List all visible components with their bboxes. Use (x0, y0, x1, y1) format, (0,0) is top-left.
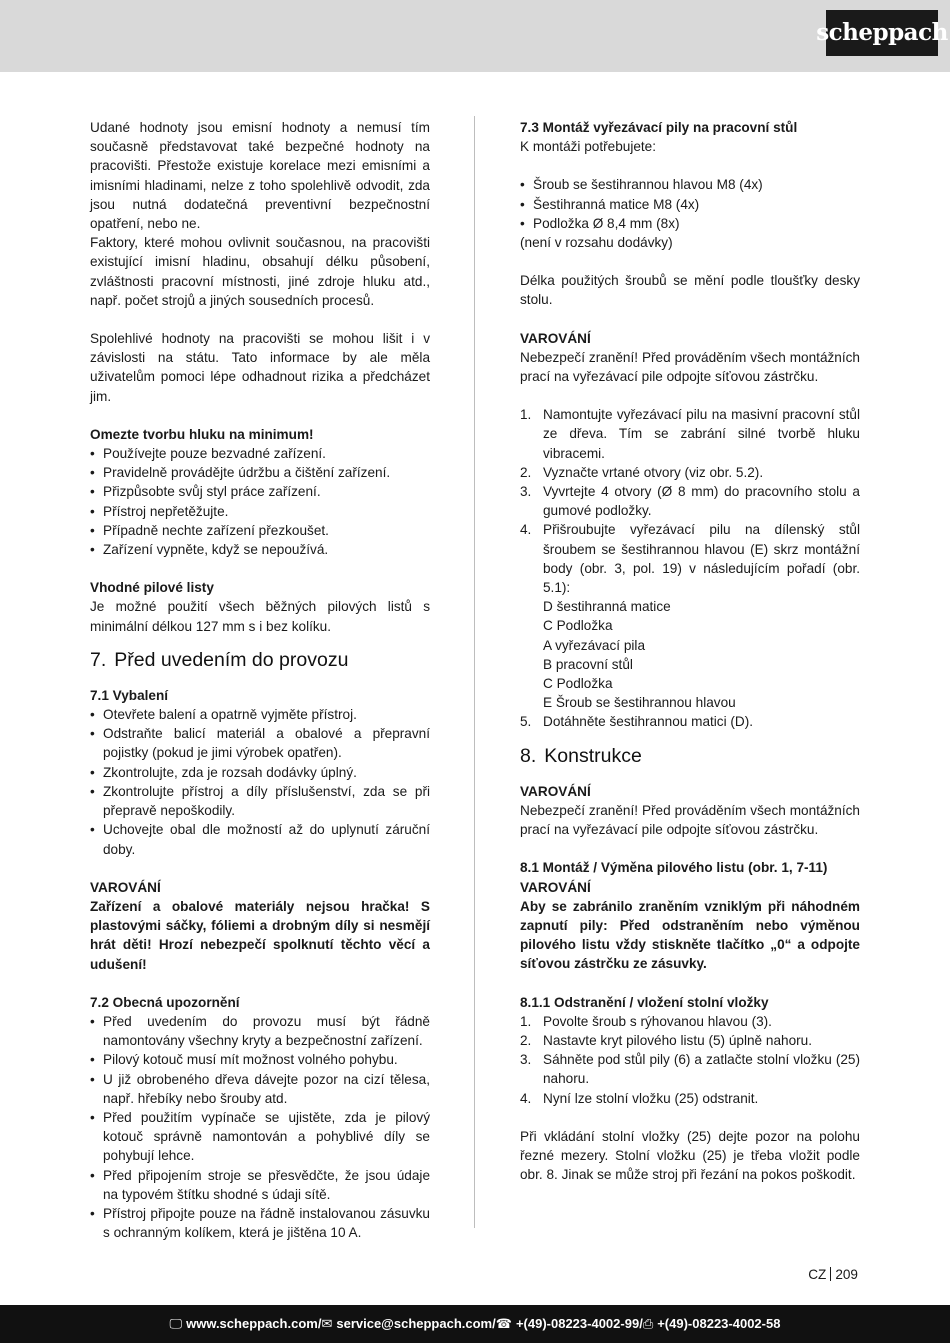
mounting-heading: 7.3 Montáž vyřezávací pily na pracovní stůl (520, 120, 798, 135)
list-item: • Uchovejte obal dle možností až do uplynutí záruční doby. (90, 820, 430, 858)
list-item: 3. Sáhněte pod stůl pily (6) a zatlačte stolní vložku (25) nahoru. (520, 1052, 860, 1087)
phone-icon: ☎ (495, 1316, 512, 1332)
footer-website[interactable]: www.scheppach.com (186, 1316, 318, 1332)
list-item: • Šroub se šestihrannou hlavou M8 (4x) (520, 175, 860, 194)
list-item: • Před uvedením do provozu musí být řádně namontovány všechny kryty a bezpečnostní zařízení. (90, 1012, 430, 1050)
warning-label: VAROVÁNÍ (520, 879, 591, 895)
insert-steps (520, 1012, 860, 1108)
footer-bar: 🖵 www.scheppach.com / ✉ service@scheppach.com / ☎ +(49)-08223-4002-99 / ⎙ +(49)-08223-4002-58 (0, 1305, 950, 1343)
blades-text: Je možné použití všech běžných pilových listů s minimální délkou 127 mm s i bez kolíku. (90, 599, 430, 634)
order-line: D šestihranná matice (543, 599, 671, 615)
page-number: CZ 209 (808, 1267, 858, 1282)
intro-paragraph-3: Spolehlivé hodnoty na pracovišti se mohou lišit i v závislosti na státu. Tato informace by ale měla uživatelům pomoci lépe odhadnout rizika a předcházet jim. (90, 331, 430, 404)
order-line: C Podložka (543, 676, 613, 692)
list-item: • Přizpůsobte svůj styl práce zařízení. (90, 482, 430, 501)
list-item: • Podložka Ø 8,4 mm (8x) (520, 214, 860, 233)
order-line: E Šroub se šestihrannou hlavou (543, 695, 736, 711)
list-item: • Před použitím vypínače se ujistěte, zda je pilový kotouč správně namontován a pohyblivé díly se pohybují lehce. (90, 1108, 430, 1166)
list-item: 4. Přišroubujte vyřezávací pilu na dílenský stůl šroubem se šestihrannou hlavou (E) skrz montážní body (obr. 3, pol. 19) v následujícím pořadí (obr. 5.1): (520, 522, 860, 596)
insert-heading: 8.1.1 Odstranění / vložení stolní vložky (520, 994, 769, 1010)
intro-paragraph-2: Faktory, které mohou ovlivnit současnou, na pracovišti existující imisní hladinu, obsahují délku působení, zvláštnosti pracovní místnosti, jiné zdroje hluku atd., např. počet strojů a jiných sousedních procesů. (90, 235, 430, 308)
general-notes-heading: 7.2 Obecná upozornění (90, 994, 240, 1010)
list-item: • Odstraňte balicí materiál a obalové a přepravní pojistky (pokud je jimi výrobek opatřen). (90, 724, 430, 762)
mounting-parts-list (520, 175, 860, 233)
list-item: • Šestihranná matice M8 (4x) (520, 195, 860, 214)
list-item: 2. Nastavte kryt pilového listu (5) úplně nahoru. (520, 1032, 812, 1048)
mounting-intro: K montáži potřebujete: (520, 139, 657, 155)
list-item: • Pravidelně provádějte údržbu a čištění zařízení. (90, 463, 430, 482)
noise-list (90, 444, 430, 559)
warning-text: Nebezpečí zranění! Před prováděním všech montážních prací na vyřezávací pile odpojte síťovou zástrčku. (520, 802, 860, 838)
section-7-title: 7. Před uvedením do provozu (90, 648, 349, 671)
list-item: 3. Vyvrtejte 4 otvory (Ø 8 mm) do pracovního stolu a gumové podložky. (520, 484, 860, 519)
right-column (520, 118, 860, 1184)
insert-note: Při vkládání stolní vložky (25) dejte pozor na polohu řezné mezery. Stolní vložku (25) je třeba vložit podle obr. 8. Jinak se může stroj při řezání na pokos poškodit. (520, 1128, 860, 1183)
order-line: B pracovní stůl (543, 656, 633, 672)
mounting-final-step (520, 712, 860, 731)
list-item: 5. Dotáhněte šestihrannou matici (D). (520, 714, 754, 730)
warning-text: Zařízení a obalové materiály nejsou hračka! S plastovými sáčky, fóliemi a drobným díly si nesmějí hrát děti! Hrozí nebezpečí spolknutí těchto věcí a udušení! (90, 898, 430, 972)
scheppach-logo: scheppach (826, 10, 938, 56)
order-line: A vyřezávací pila (543, 637, 645, 653)
list-item: • Přístroj připojte pouze na řádně instalovanou zásuvku s ochranným kolíkem, která je jištěna 10 A. (90, 1204, 430, 1242)
noise-heading: Omezte tvorbu hluku na minimum! (90, 426, 314, 442)
blade-change-heading: 8.1 Montáž / Výměna pilového listu (obr. 1, 7-11) (520, 860, 828, 876)
list-item: 4. Nyní lze stolní vložku (25) odstranit. (520, 1090, 759, 1106)
list-item: • Pilový kotouč musí mít možnost volného pohybu. (90, 1050, 430, 1069)
list-item: 1. Namontujte vyřezávací pilu na masivní pracovní stůl ze dřeva. Tím se zabrání silné tvorbě hluku vibracemi. (520, 407, 860, 461)
general-notes-list (90, 1012, 430, 1242)
column-divider (474, 116, 475, 1228)
list-item: • Přístroj nepřetěžujte. (90, 502, 430, 521)
list-item: • Před připojením stroje se přesvědčte, že jsou údaje na typovém štítku shodné s údaji sítě. (90, 1166, 430, 1204)
footer-email[interactable]: service@scheppach.com (336, 1316, 493, 1332)
blades-heading: Vhodné pilové listy (90, 580, 214, 596)
warning-text: Aby se zabránilo zraněním vzniklým při náhodném zapnutí pily: Před odstraněním nebo výměnou pilového listu vždy stiskněte tlačítko „0“ a odpojte síťovou zástrčku ze zásuvky. (520, 898, 860, 972)
mounting-note: (není v rozsahu dodávky) (520, 235, 673, 251)
list-item: • Zkontrolujte, zda je rozsah dodávky úplný. (90, 763, 430, 782)
mounting-steps (520, 405, 860, 597)
intro-paragraph-1: Udané hodnoty jsou emisní hodnoty a nemusí tím současně představovat také bezpečné hodnoty na pracovišti. Přestože existuje korelace mezi emisními a imisními hladinami, nelze z toho spolehlivě odvodit, zda jsou nutná dodatečná preventivní bezpečnostní opatření, nebo ne. (90, 120, 430, 232)
header-band (0, 0, 950, 72)
mail-icon: ✉ (321, 1316, 333, 1332)
warning-label: VAROVÁNÍ (90, 879, 161, 895)
warning-text: Nebezpečí zranění! Před prováděním všech montážních prací na vyřezávací pile odpojte síťovou zástrčku. (520, 349, 860, 385)
order-line: C Podložka (543, 618, 613, 634)
monitor-icon: 🖵 (169, 1316, 183, 1332)
warning-label: VAROVÁNÍ (520, 330, 591, 346)
mounting-length-text: Délka použitých šroubů se mění podle tloušťky desky stolu. (520, 273, 860, 308)
list-item: • Zařízení vypněte, když se nepoužívá. (90, 540, 430, 559)
list-item: • Používejte pouze bezvadné zařízení. (90, 444, 430, 463)
section-8-title: 8. Konstrukce (520, 744, 642, 767)
list-item: • U již obrobeného dřeva dávejte pozor na cizí tělesa, např. hřebíky nebo šrouby atd. (90, 1070, 430, 1108)
left-column (90, 118, 430, 1242)
warning-label: VAROVÁNÍ (520, 783, 591, 799)
footer-fax: +(49)-08223-4002-58 (657, 1316, 781, 1332)
list-item: • Otevřete balení a opatrně vyjměte přístroj. (90, 705, 430, 724)
list-item: 1. Povolte šroub s rýhovanou hlavou (3). (520, 1013, 772, 1029)
list-item: 2. Vyznačte vrtané otvory (viz obr. 5.2). (520, 464, 764, 480)
list-item: • Zkontrolujte přístroj a díly příslušenství, zda se při přepravě nepoškodily. (90, 782, 430, 820)
unpacking-list (90, 705, 430, 859)
list-item: • Případně nechte zařízení přezkoušet. (90, 521, 430, 540)
fax-icon: ⎙ (642, 1316, 654, 1332)
unpacking-heading: 7.1 Vybalení (90, 687, 169, 703)
footer-phone: +(49)-08223-4002-99 (515, 1316, 640, 1332)
